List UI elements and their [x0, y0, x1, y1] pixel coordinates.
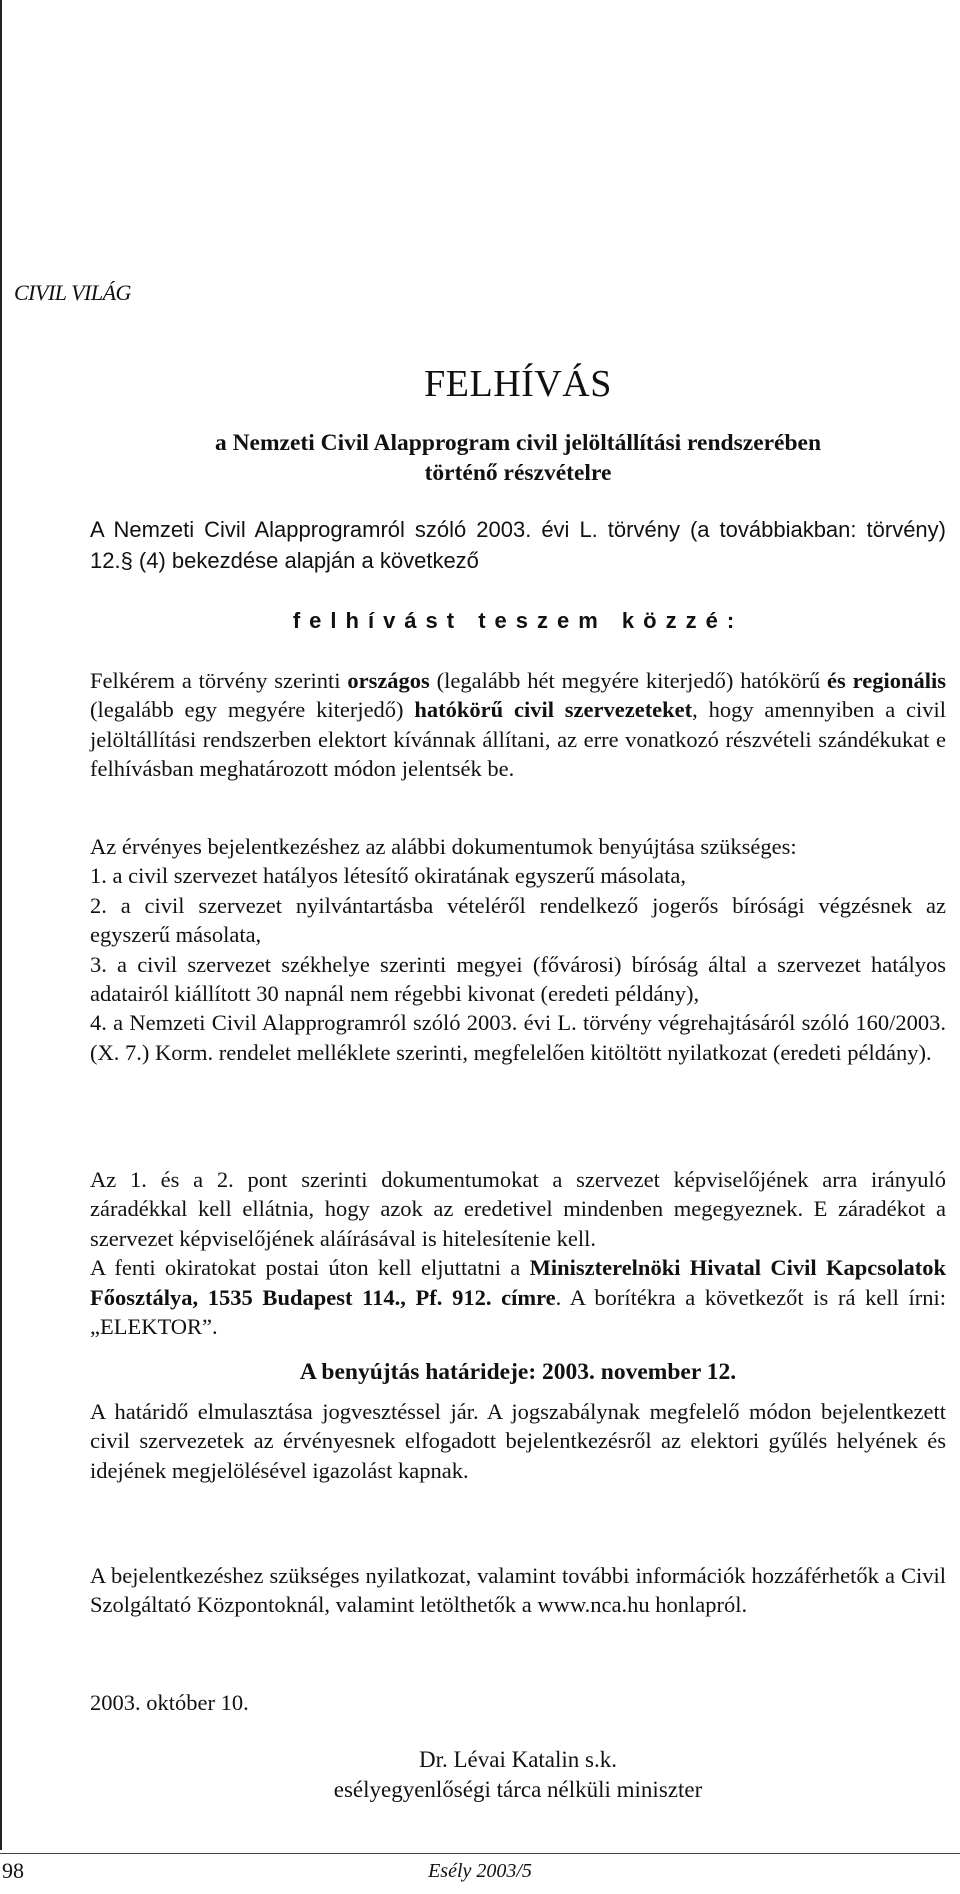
footer-rule [0, 1853, 960, 1854]
signature-block [90, 1745, 946, 1805]
paragraph-4-text: A fenti okiratokat postai úton kell eljuttatni a Miniszterelnöki Hivatal Civil Kapcsolatok Főosztálya, 1535 Budapest 114., Pf. 912. címre. A borítékra a következőt is rá kell írni: „ELEKTOR”. [90, 1255, 946, 1340]
requirements-block [90, 832, 946, 1067]
paragraph-1 [90, 666, 946, 784]
list-item: 2. a civil szervezet nyilvántartásba vételéről rendelkező jogerős bírósági végzésnek az egyszerű másolata, [90, 892, 946, 948]
paragraph-6-text: A bejelentkezéshez szükséges nyilatkozat, valamint további információk hozzáférhetők a Civil Szolgáltató Központoknál, valamint letölthetők a www.nca.hu honlapról. [90, 1563, 946, 1618]
page-number: 98 [2, 1858, 24, 1883]
intro-paragraph [90, 514, 946, 576]
paragraph-6 [90, 1561, 946, 1620]
list-item: 4. a Nemzeti Civil Alapprogramról szóló 2003. évi L. törvény végrehajtásáról szóló 160/2003. (X. 7.) Korm. rendelet melléklete szerinti, megfelelően kitöltött nyilatkozat (eredeti példány). [90, 1010, 946, 1065]
intro-text: A Nemzeti Civil Alapprogramról szóló 2003. évi L. törvény (a továbbiakban: törvény) 12.§ (4) bekezdése alapján a következő [90, 517, 946, 573]
signature-name: Dr. Lévai Katalin s.k. [418, 1747, 617, 1772]
paragraph-5 [90, 1397, 946, 1485]
requirements-intro: Az érvényes bejelentkezéshez az alábbi dokumentumok benyújtása szükséges: [90, 834, 797, 859]
paragraph-1-text: Felkérem a törvény szerinti országos (legalább hét megyére kiterjedő) hatókörű és regionális (legalább egy megyére kiterjedő) hatókörű civil szervezeteket, hogy amennyiben a civil jelöltállítási rendszerben elektort kívánnak állítani, az erre vonatkozó részvételi szándékukat e felhívásban meghatározott módon jelentsék be. [90, 668, 946, 782]
subtitle [90, 428, 946, 488]
journal-footer: Esély 2003/5 [428, 1860, 532, 1882]
paragraph-3-block [90, 1165, 946, 1341]
signature-title: esélyegyenlőségi tárca nélküli miniszter [333, 1777, 703, 1802]
deadline-heading: A benyújtás határideje: 2003. november 12. [299, 1359, 737, 1385]
spaced-heading: felhívást teszem közzé: [292, 608, 744, 633]
paragraph-3-text: Az 1. és a 2. pont szerinti dokumentumokat a szervezet képviselőjének arra irányuló záradékkal kell ellátnia, hogy azok az eredetivel mindenben megegyeznek. E záradékot a szervezet képviselőjének aláírásával is hitelesítenie kell. [90, 1167, 946, 1251]
running-head: CIVIL VILÁG [14, 280, 131, 305]
paragraph-5-text: A határidő elmulasztása jogvesztéssel jár. A jogszabálynak megfelelő módon bejelentkezett civil szervezetek az érvényesnek elfogadott bejelentkezésről az elektori gyűlés helyének és idejének megjelölésével igazolást kapnak. [90, 1399, 946, 1483]
subtitle-line-2: történő részvételre [424, 460, 612, 486]
page-title: FELHÍVÁS [424, 363, 612, 405]
subtitle-line-1: a Nemzeti Civil Alapprogram civil jelöltállítási rendszerében [214, 430, 822, 456]
left-margin-rule [0, 0, 2, 1850]
document-date: 2003. október 10. [90, 1690, 249, 1715]
list-item: 1. a civil szervezet hatályos létesítő okiratának egyszerű másolata, [90, 863, 687, 889]
list-item: 3. a civil szervezet székhelye szerinti megyei (fővárosi) bíróság által a szervezet hatályos adatairól kiállított 30 napnál nem régebbi kivonat (eredeti példány), [90, 951, 946, 1007]
